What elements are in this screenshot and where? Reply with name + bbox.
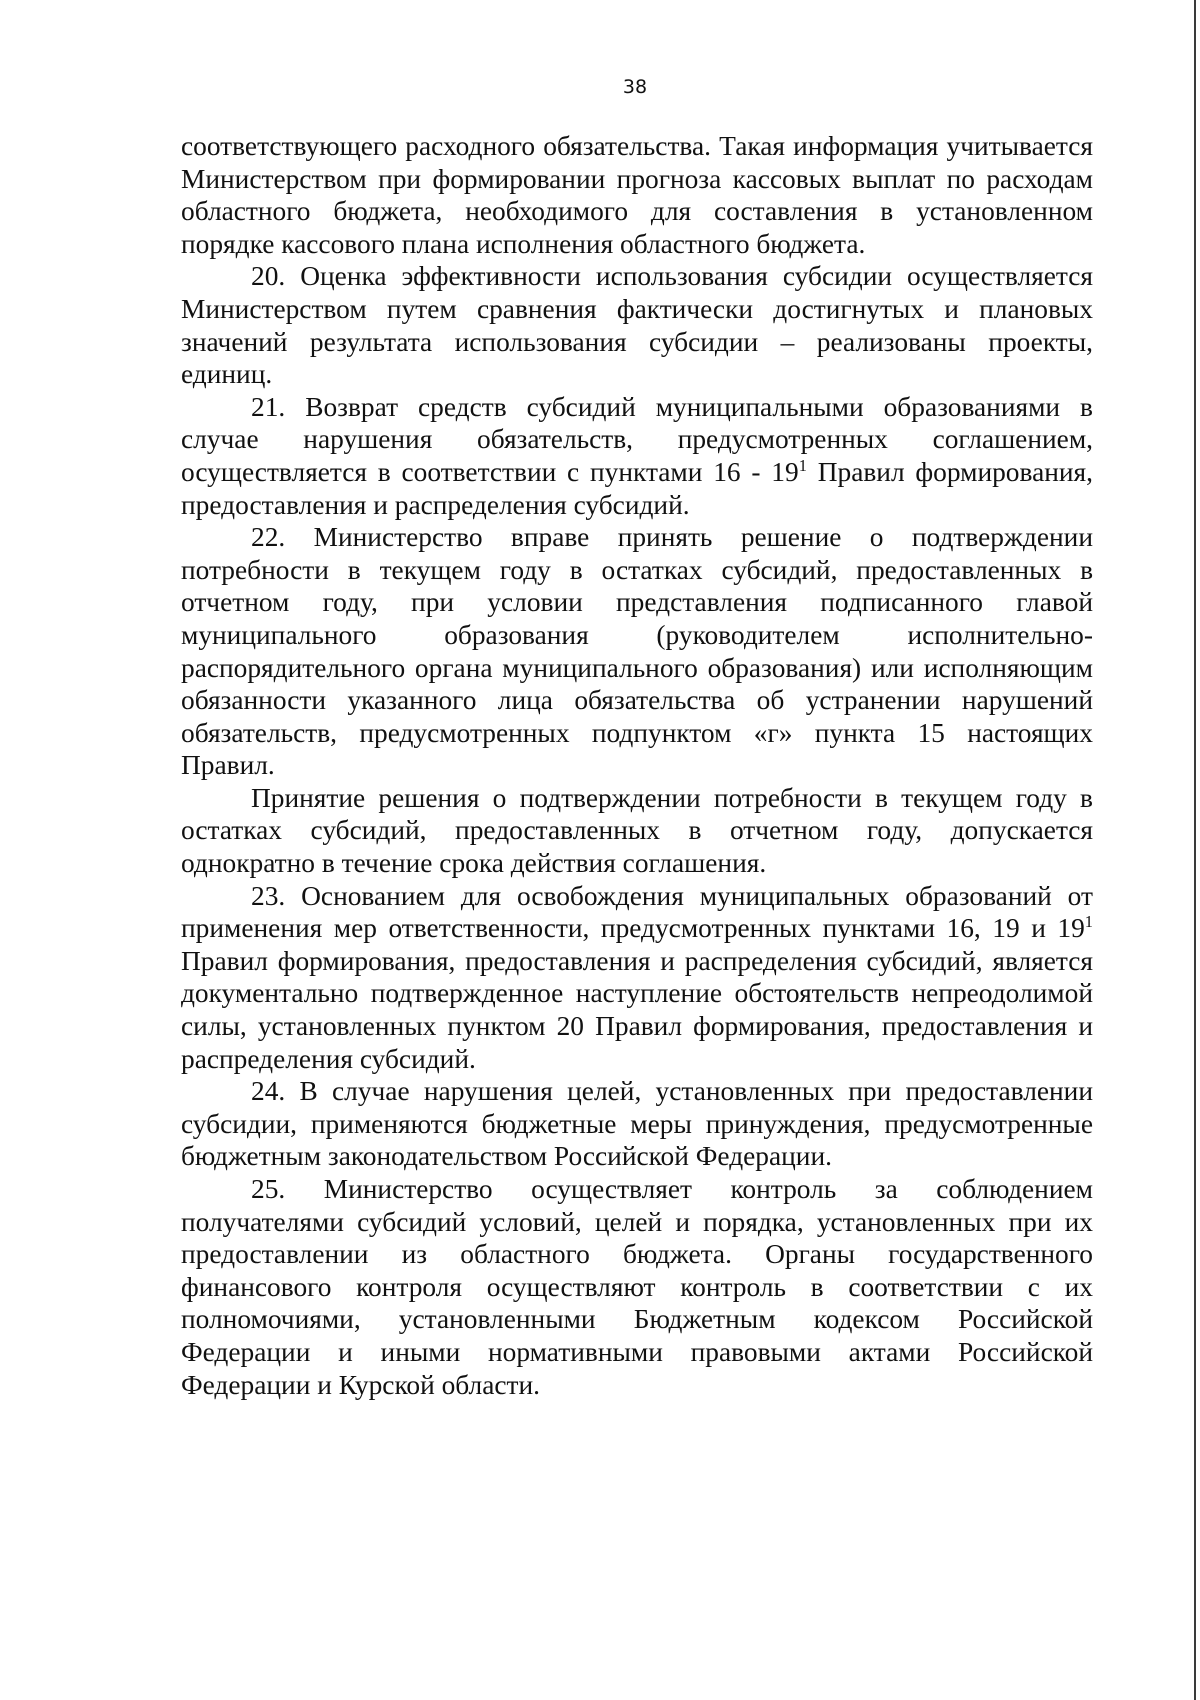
paragraph-23 — [181, 880, 1093, 1076]
paragraph-23-superscript: 1 — [1084, 912, 1093, 932]
paragraph-21 — [181, 391, 1093, 521]
page-number: 38 — [622, 76, 648, 98]
page-edge-line — [1194, 0, 1196, 1700]
paragraph-21-superscript: 1 — [798, 456, 807, 476]
paragraph-22-continuation: Принятие решения о подтверждении потребности в текущем году в остатках субсидий, предоставленных в отчетном году, допускается однократно в течение срока действия соглашения. — [181, 782, 1093, 879]
paragraph-25: 25. Министерство осуществляет контроль за соблюдением получателями субсидий условий, целей и порядка, установленных при их предоставлении из областного бюджета. Органы государственного финансового контроля осуществляют контроль в соответствии с их полномочиями, установленными Бюджетным кодексом Российской Федерации и иными нормативными правовыми актами Российской Федерации и Курской области. — [181, 1174, 1093, 1400]
paragraph-continuation: соответствующего расходного обязательства. Такая информация учитывается Министерством при формировании прогноза кассовых выплат по расходам областного бюджета, необходимого для составления в установленном порядке кассового плана исполнения областного бюджета. — [181, 131, 1093, 259]
paragraph-24: 24. В случае нарушения целей, установленных при предоставлении субсидии, применяются бюджетные меры принуждения, предусмотренные бюджетным законодательством Российской Федерации. — [181, 1076, 1093, 1172]
paragraph-23-text-end: Правил формирования, предоставления и распределения субсидий, является документально подтвержденное наступление обстоятельств непреодолимой силы, установленных пунктом 20 Правил формирования, предоставления и распределения субсидий. — [181, 945, 1093, 1074]
paragraph-22: 22. Министерство вправе принять решение о подтверждении потребности в текущем году в остатках субсидий, предоставленных в отчетном году, при условии представления подписанного главой муниципального образования (руководителем исполнительно-распорядительного органа муниципального образования) или исполняющим обязанности указанного лица обязательства об устранении нарушений обязательств, предусмотренных подпунктом «г» пункта 15 настоящих Правил. — [181, 522, 1093, 781]
paragraph-20: 20. Оценка эффективности использования субсидии осуществляется Министерством путем сравнения фактически достигнутых и плановых значений результата использования субсидии – реализованы проекты, единиц. — [181, 261, 1093, 390]
paragraph-23-text-start: 23. Основанием для освобождения муниципальных образований от применения мер ответственности, предусмотренных пунктами 16, 19 и 19 — [181, 880, 1093, 944]
document-body — [181, 130, 1093, 1401]
paragraph-21-text-end: Правил формирования, предоставления и распределения субсидий. — [181, 456, 1093, 520]
paragraph-21-text-start: 21. Возврат средств субсидий муниципальными образованиями в случае нарушения обязательств, предусмотренных соглашением, осуществляется в соответствии с пунктами 16 - 19 — [181, 391, 1093, 487]
